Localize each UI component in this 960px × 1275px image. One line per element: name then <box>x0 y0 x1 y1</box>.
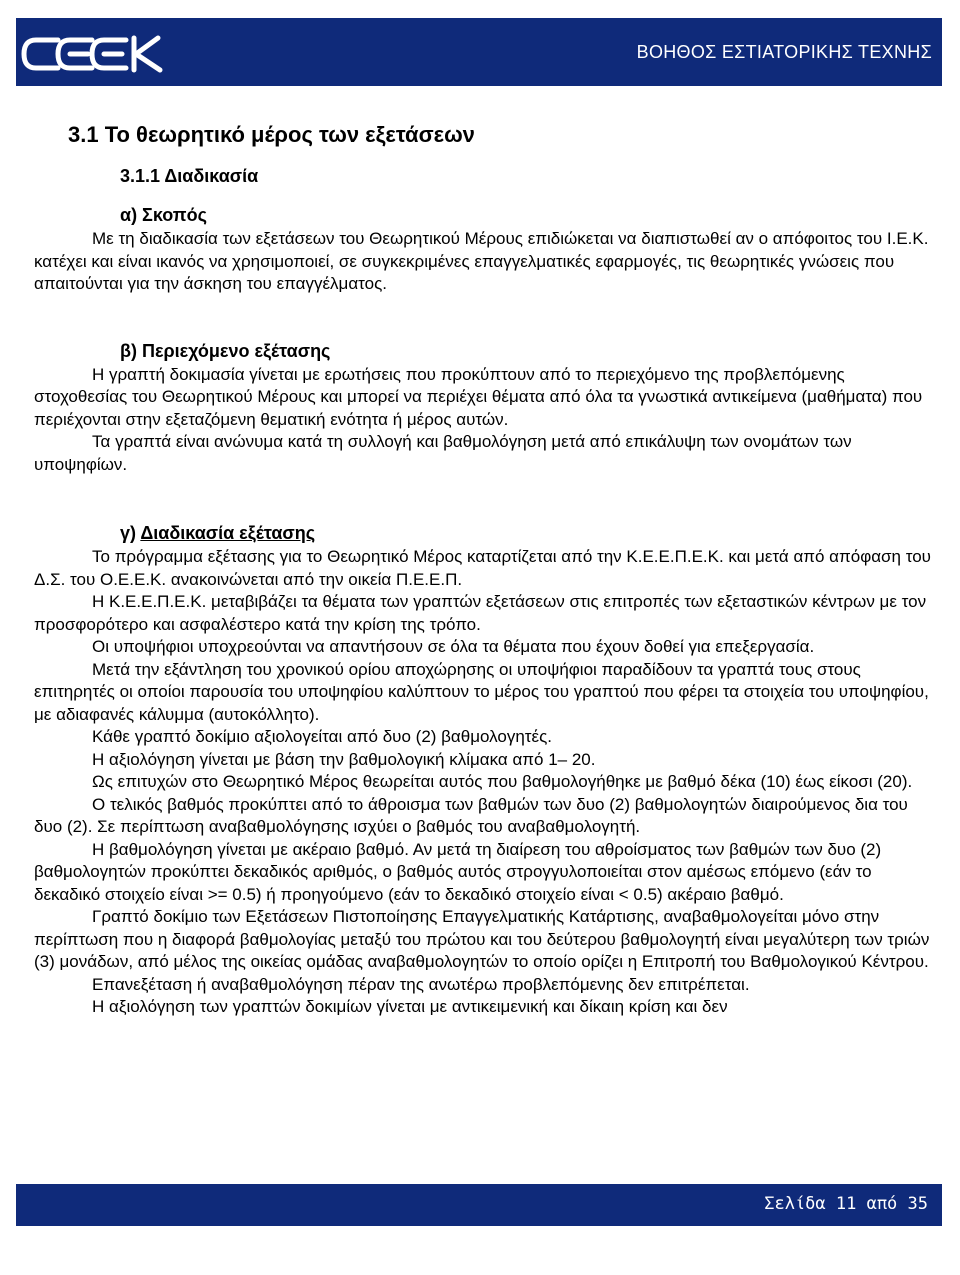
document-body <box>34 118 934 1019</box>
section-c-title-text: Διαδικασία εξέτασης <box>140 523 316 543</box>
subsection-heading: 3.1.1 Διαδικασία <box>120 166 259 186</box>
ceek-logo-icon <box>18 32 168 76</box>
paragraph: Η αξιολόγηση γίνεται με βάση την βαθμολογική κλίμακα από 1– 20. <box>92 749 596 769</box>
paragraph: Γραπτό δοκίμιο των Εξετάσεων Πιστοποίησης Επαγγελματικής Κατάρτισης, αναβαθμολογείται μόνο στην περίπτωση που η διαφορά βαθμολογίας μεταξύ του πρώτου και του δεύτερου βαθμολογητή είναι μεγαλύτερη των τριών (3) μονάδων, από μέλος της οικείας ομάδας αναβαθμολογητών το οποίο ορίζει η Επιτροπή του Βαθμολογικού Κέντρου. <box>34 907 930 971</box>
paragraph: Μετά την εξάντληση του χρονικού ορίου αποχώρησης οι υποψήφιοι παραδίδουν τα γραπτά τους στους επιτηρητές οι οποίοι παρουσία του υποψηφίου καλύπτουν το μέρος του γραπτού που φέρει τα στοιχεία του υποψηφίου, με αδιαφανές κάλυμμα (αυτοκόλλητο). <box>34 659 929 724</box>
header-title: ΒΟΗΘΟΣ ΕΣΤΙΑΤΟΡΙΚΗΣ ΤΕΧΝΗΣ <box>636 42 932 62</box>
paragraph: Η Κ.Ε.Ε.Π.Ε.Κ. μεταβιβάζει τα θέματα των γραπτών εξετάσεων στις επιτροπές των εξεταστικών κέντρων με τον προσφορότερο και ασφαλέστερο κατά την κρίση της τρόπο. <box>34 592 927 634</box>
paragraph: Ο τελικός βαθμός προκύπτει από το άθροισμα των βαθμών των δυο (2) βαθμολογητών διαιρούμενος δια του δυο (2). Σε περίπτωση αναβαθμολόγησης ισχύει ο βαθμός του αναβαθμολογητή. <box>34 794 908 836</box>
paragraph: Ως επιτυχών στο Θεωρητικό Μέρος θεωρείται αυτός που βαθμολογήθηκε με βαθμό δέκα (10) έως είκοσι (20). <box>92 772 913 791</box>
paragraph: Η γραπτή δοκιμασία γίνεται με ερωτήσεις που προκύπτουν από το περιεχόμενο της προβλεπόμενης στοχοθεσίας του Θεωρητικού Μέρους και μπορεί να περιέχει θέματα από όλα τα γνωστικά αντικείμενα (μαθήματα) που περιέχονται στην εξεταζόμενη θεματική ενότητα ή μέρος αυτών. <box>34 364 923 429</box>
paragraph: Επανεξέταση ή αναβαθμολόγηση πέραν της ανωτέρω προβλεπόμενης δεν επιτρέπεται. <box>92 974 750 994</box>
page-header <box>16 18 942 86</box>
paragraph: Η βαθμολόγηση γίνεται με ακέραιο βαθμό. Αν μετά τη διαίρεση του αθροίσματος των βαθμών των δυο (2) βαθμολογητών προκύπτει δεκαδικός αριθμός, ο βαθμός αυτός στρογγυλοποιείται στον αμέσως επόμενο (εάν το δεκαδικό στοιχείο είναι >= 0.5) ή προηγούμενο (εάν το δεκαδικό στοιχείο είναι < 0.5) ακέραιο βαθμό. <box>34 839 882 904</box>
paragraph: Η αξιολόγηση των γραπτών δοκιμίων γίνεται με αντικειμενική και δίκαιη κρίση και δεν <box>92 997 728 1016</box>
paragraph: Το πρόγραμμα εξέτασης για το Θεωρητικό Μέρος καταρτίζεται από την Κ.Ε.Ε.Π.Ε.Κ. και μετά από απόφαση του Δ.Σ. του Ο.Ε.Ε.Κ. ανακοινώνεται από την οικεία Π.Ε.Ε.Π. <box>34 547 931 589</box>
paragraph: Κάθε γραπτό δοκίμιο αξιολογείται από δυο (2) βαθμολογητές. <box>92 727 553 746</box>
page-footer <box>16 1184 942 1226</box>
section-heading: 3.1 Το θεωρητικό μέρος των εξετάσεων <box>68 122 475 147</box>
paragraph: Με τη διαδικασία των εξετάσεων του Θεωρητικού Μέρους επιδιώκεται να διαπιστωθεί αν ο απόφοιτος του Ι.Ε.Κ. κατέχει και είναι ικανός να χρησιμοποιεί, σε συγκεκριμένες επαγγελματικές εφαρμογές, τις θεωρητικές γνώσεις που απαιτούνται για την άσκηση του επαγγέλματος. <box>34 229 929 293</box>
section-a-title: α) Σκοπός <box>120 205 207 225</box>
section-c-prefix: γ) <box>120 523 141 543</box>
section-b-title: β) Περιεχόμενο εξέτασης <box>120 340 331 361</box>
paragraph: Οι υποψήφιοι υποχρεούνται να απαντήσουν σε όλα τα θέματα που έχουν δοθεί για επεξεργασία. <box>92 637 815 656</box>
paragraph: Τα γραπτά είναι ανώνυμα κατά τη συλλογή και βαθμολόγηση μετά από επικάλυψη των ονομάτων των υποψηφίων. <box>34 432 852 474</box>
section-c-title <box>120 520 934 546</box>
page-number: Σελίδα 11 από 35 <box>764 1194 928 1214</box>
